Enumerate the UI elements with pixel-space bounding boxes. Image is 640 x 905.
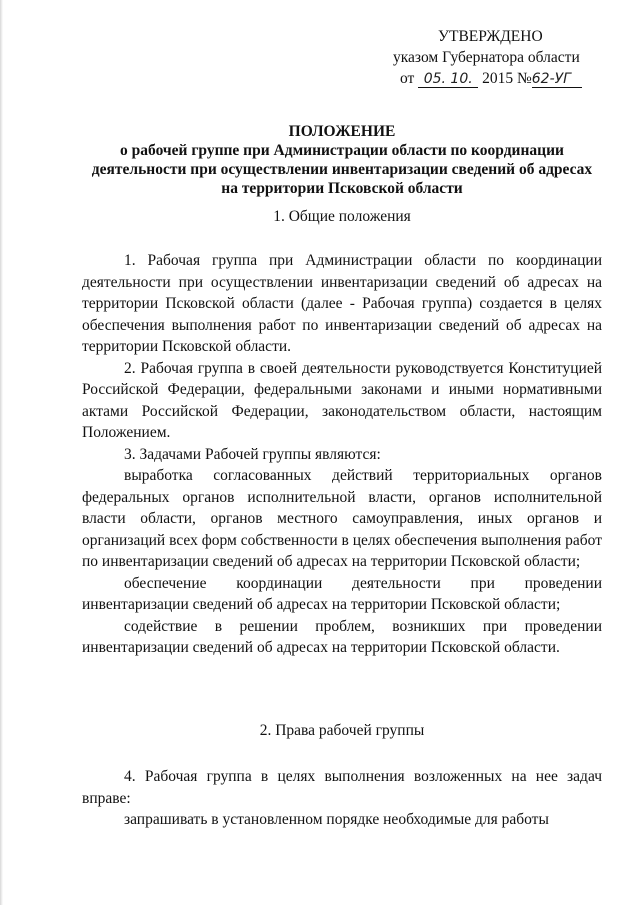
- section-1-heading: 1. Общие положения: [273, 208, 411, 225]
- paragraph: 1. Рабочая группа при Администрации области по координации деятельности при осуществлении инвентаризации сведений об адресах на территории Псковской области (далее - Рабочая группа) создается в целях обеспечения выполнения работ по инвентаризации сведений об адресах на территории Псковской области.: [82, 252, 602, 355]
- section-2-heading: 2. Права рабочей группы: [259, 722, 425, 739]
- title-line-1: о рабочей группе при Администрации области по координации: [120, 142, 564, 159]
- handwritten-date: 05. 10.: [418, 71, 478, 88]
- paragraph: 2. Рабочая группа в своей деятельности руководствуется Конституцией Российской Федерации, федеральными законами и иными нормативными актами Российской Федерации, законодательством области, настоящим Положением.: [82, 359, 602, 441]
- approval-prefix: от: [400, 70, 415, 87]
- approval-date-line: [380, 68, 620, 89]
- title-line-3: на территории Псковской области: [221, 180, 463, 197]
- title-heading: ПОЛОЖЕНИЕ: [288, 123, 396, 140]
- paragraph: выработка согласованных действий территориальных органов федеральных органов исполнительной власти, органов исполнительной власти области, органов местного самоуправления, иных органов и организаций всех форм собственности в целях обеспечения выполнения работ по инвентаризации сведений об адресах на территории Псковской области;: [82, 467, 602, 570]
- title-line-2: деятельности при осуществлении инвентаризации сведений об адресах: [91, 161, 593, 178]
- section-1-body: [82, 250, 602, 659]
- approval-block: [380, 26, 620, 89]
- paragraph: 3. Задачами Рабочей группы являются:: [124, 445, 381, 463]
- document-title: [78, 122, 606, 198]
- approval-year: 2015 №: [482, 70, 532, 87]
- paragraph: 4. Рабочая группа в целях выполнения возложенных на нее задач вправе:: [82, 768, 602, 807]
- scan-edge: [0, 0, 3, 905]
- approval-decree: указом Губернатора области: [393, 49, 580, 66]
- handwritten-number: 62-УГ: [532, 71, 582, 88]
- paragraph: содействие в решении проблем, возникших при проведении инвентаризации сведений об адресах на территории Псковской области.: [82, 617, 602, 656]
- approval-title: УТВЕРЖДЕНО: [438, 28, 543, 45]
- paragraph: запрашивать в установленном порядке необходимые для работы: [124, 811, 549, 828]
- section-2-body: [82, 766, 602, 831]
- paragraph: обеспечение координации деятельности при проведении инвентаризации сведений об адресах на территории Псковской области;: [82, 574, 602, 613]
